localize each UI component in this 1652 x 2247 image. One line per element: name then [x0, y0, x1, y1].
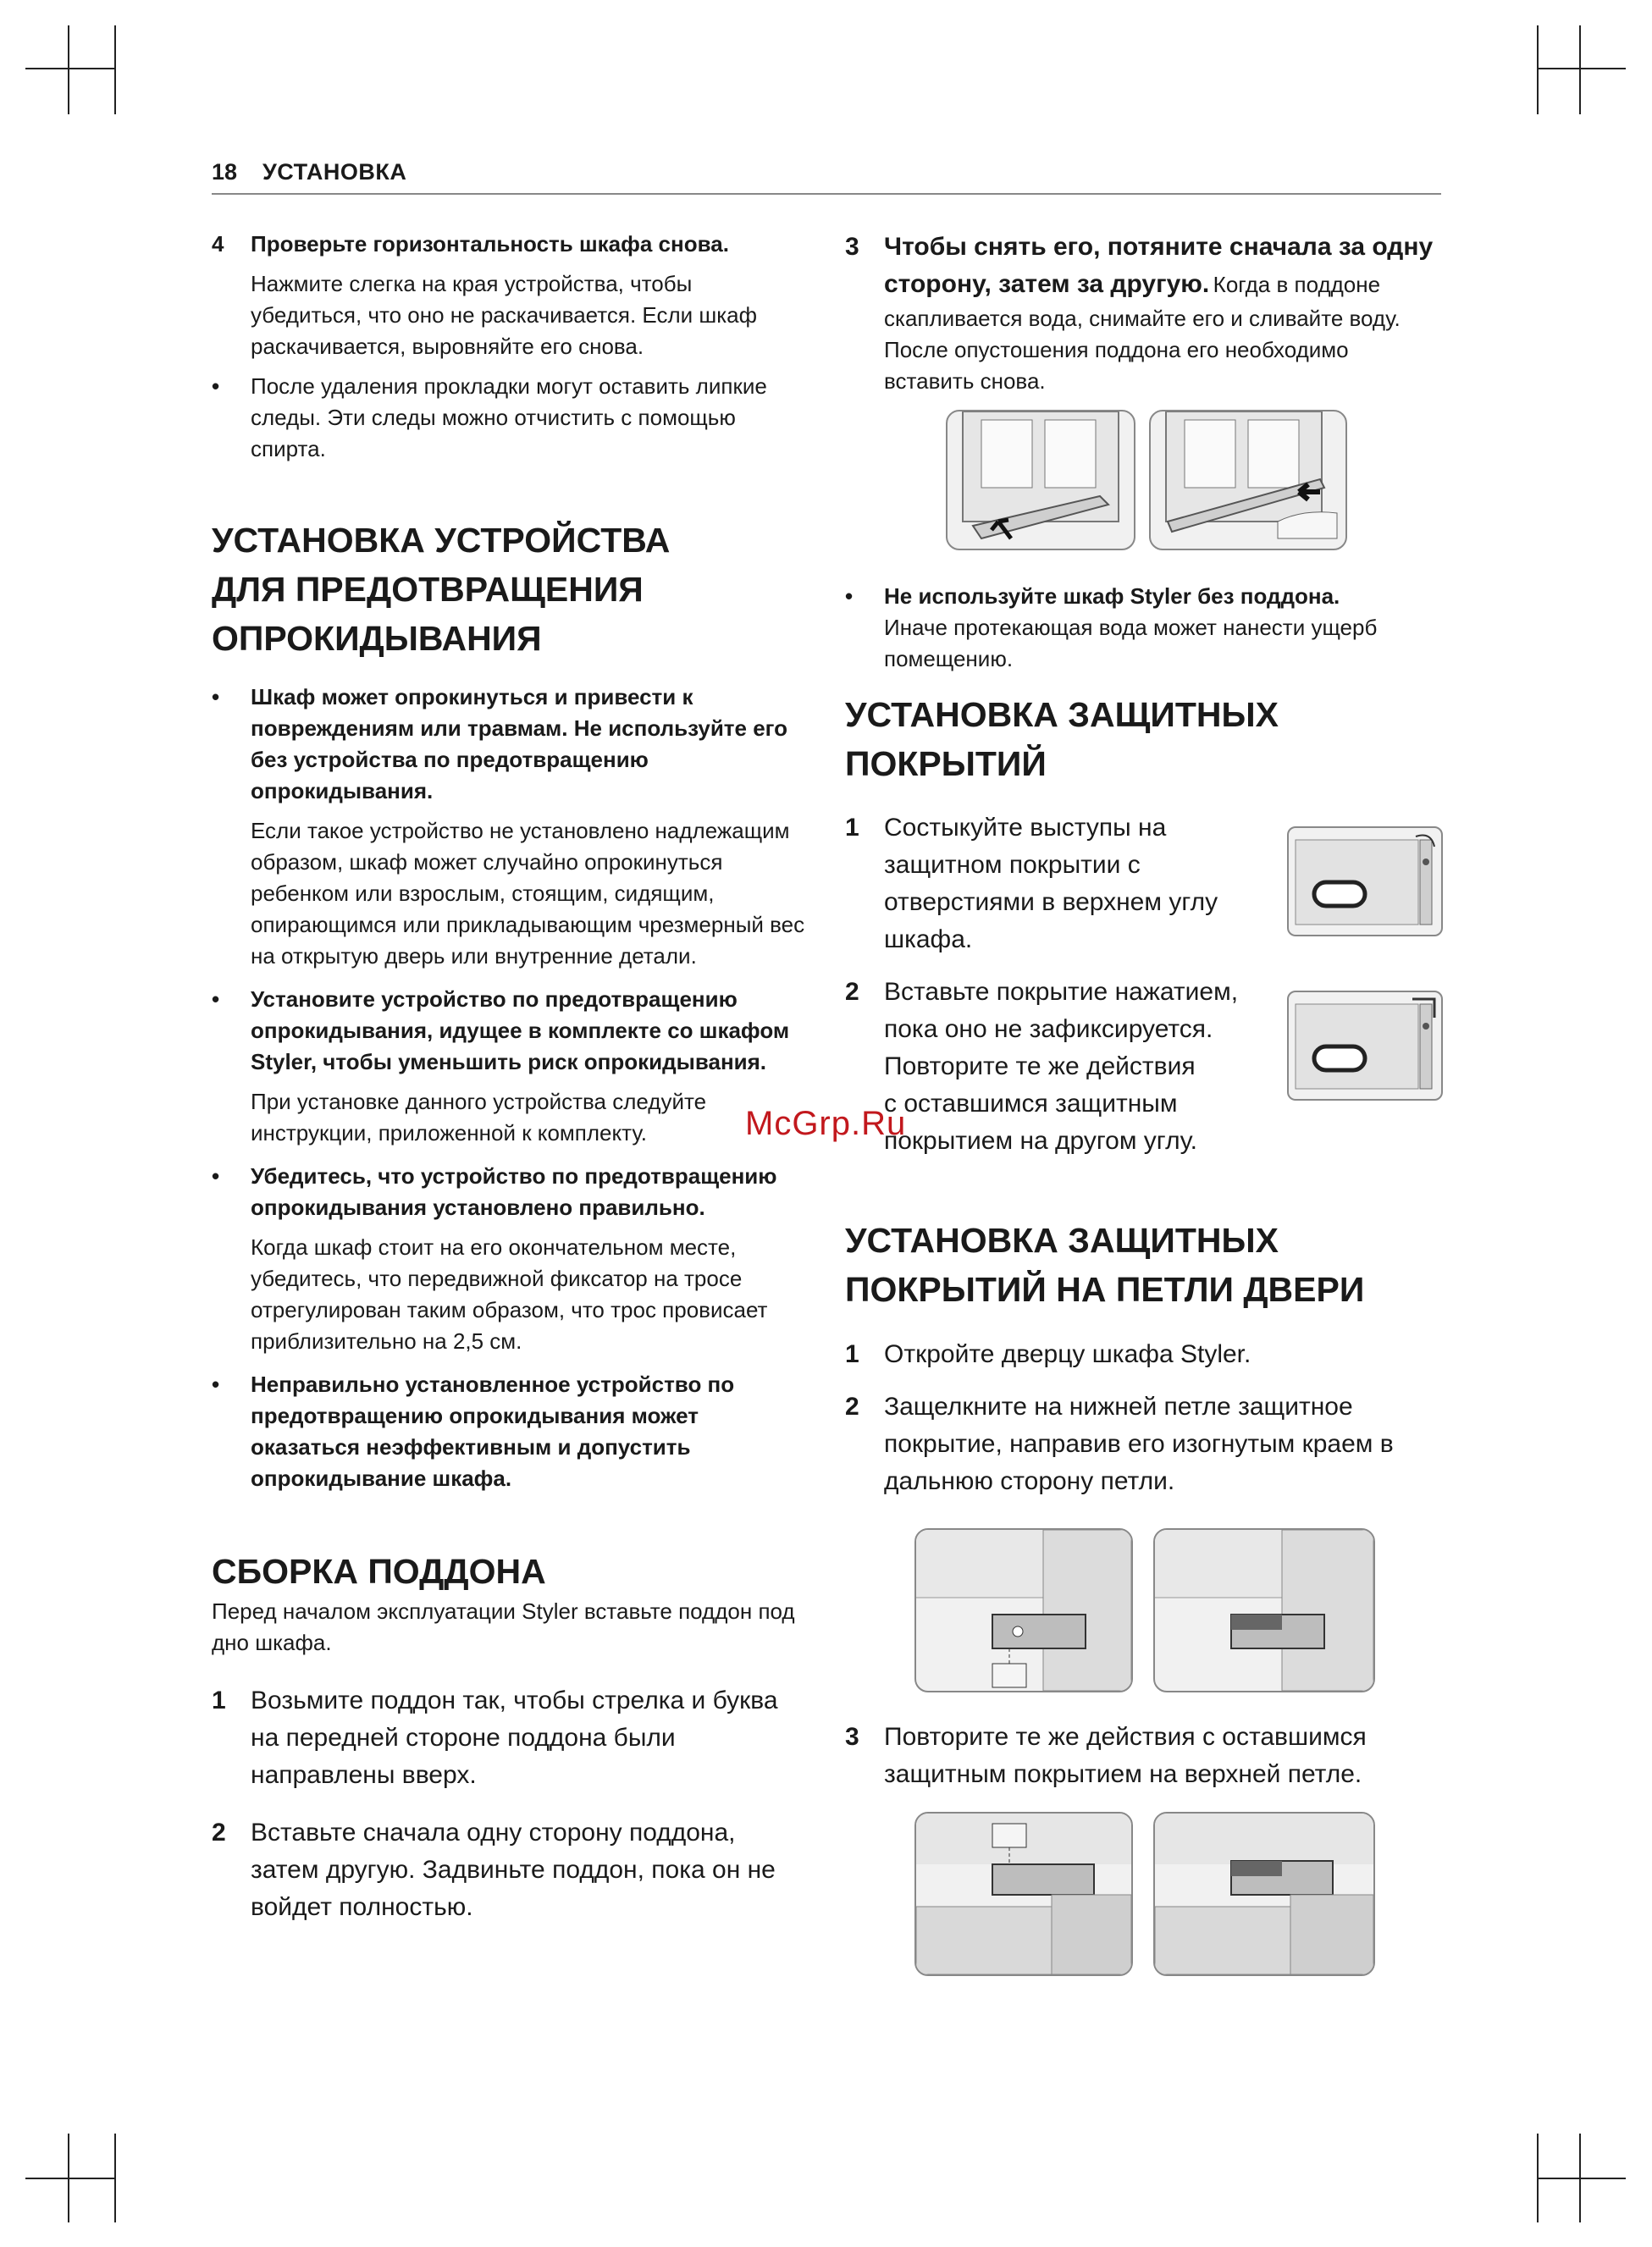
- bullet-item: • Неправильно установленное устройство по предотвращению опрокидывания может оказаться неэффективным и допустить опрокидывание шкафа.: [212, 1372, 735, 1491]
- bullet-item: • Шкаф может опрокинуться и привести к повреждениям или травмам. Не используйте его без устройства по предотвращению опрокидывания.: [212, 684, 788, 803]
- crop-mark: [1537, 68, 1626, 69]
- tray-illustration: [948, 411, 1134, 549]
- step-line: отверстиями в верхнем углу: [884, 888, 1218, 916]
- step-4: [212, 229, 809, 260]
- lower-hinge-figure-left: [914, 1528, 1133, 1692]
- step-text: Вставьте сначала одну сторону поддона, затем другую. Задвиньте поддон, пока он не войдет полностью.: [251, 1819, 776, 1921]
- hinge-illustration: [1155, 1814, 1373, 1974]
- tray-intro: Перед началом эксплуатации Styler вставьте поддон под дно шкафа.: [212, 1598, 795, 1655]
- covers-heading: [845, 690, 1441, 788]
- covers-step-2: [845, 974, 1285, 1160]
- bullet-text: После удаления прокладки могут оставить липкие следы. Эти следы можно отчистить с помощью спирта.: [251, 373, 767, 461]
- bullet-title: Шкаф может опрокинуться и привести к повреждениям или травмам. Не используйте его без устройства по предотвращению опрокидывания.: [251, 684, 788, 803]
- antitip-heading: [212, 516, 809, 663]
- step-text: Когда в поддоне скапливается вода, снимайте его и сливайте воду. После опустошения поддона его необходимо вставить снова.: [884, 272, 1401, 394]
- tray-step-2: [212, 1814, 809, 1926]
- tray-removal-figure-left: [946, 410, 1135, 550]
- step-3: [845, 229, 1441, 397]
- bullet-item: • Убедитесь, что устройство по предотвращению опрокидывания установлено правильно.: [212, 1163, 777, 1220]
- hinge-illustration: [916, 1814, 1131, 1974]
- upper-hinge-figure-right: [1153, 1812, 1375, 1976]
- tray-heading: СБОРКА ПОДДОНА: [212, 1552, 546, 1591]
- bullet-text: Когда шкаф стоит на его окончательном месте, убедитесь, что передвижной фиксатор на тросе отрегулирован таким образом, что трос провисает приблизительно на 2,5 см.: [251, 1234, 768, 1354]
- step-number: 1: [212, 1687, 226, 1714]
- heading-line: ПОКРЫТИЙ НА ПЕТЛИ ДВЕРИ: [845, 1270, 1365, 1309]
- cover-illustration: [1289, 828, 1441, 935]
- crop-mark: [25, 68, 114, 69]
- bullet-text: Если такое устройство не установлено надлежащим образом, шкаф может случайно опрокинуться ребенком или взрослым, стоящим, сидящим, опирающимся или прикладывающим чрезмерный вес на открытую дверь или внутренние детали.: [251, 818, 805, 969]
- heading-line: УСТАНОВКА ЗАЩИТНЫХ: [845, 1221, 1279, 1260]
- step-number: 3: [845, 1723, 859, 1751]
- upper-hinge-figure-left: [914, 1812, 1133, 1976]
- heading-line: ОПРОКИДЫВАНИЯ: [212, 619, 542, 658]
- step-text: Возьмите поддон так, чтобы стрелка и буква на передней стороне поддона были направлены вверх.: [251, 1687, 778, 1789]
- step-number: 2: [845, 1393, 859, 1421]
- step-text: Откройте дверцу шкафа Styler.: [884, 1340, 1251, 1368]
- hinges-section: [845, 1216, 1441, 1500]
- cover-figure-2: [1287, 991, 1443, 1101]
- heading-line: УСТАНОВКА ЗАЩИТНЫХ: [845, 695, 1279, 734]
- step-text: Защелкните на нижней петле защитное покрытие, направив его изогнутым краем в дальнюю сторону петли.: [884, 1393, 1394, 1495]
- tray-step-1: [212, 1682, 809, 1794]
- hinges-heading: [845, 1216, 1441, 1314]
- heading-line: УСТАНОВКА УСТРОЙСТВА: [212, 521, 671, 560]
- bullet-title: Установите устройство по предотвращению опрокидывания, идущее в комплекте со шкафом Styler, чтобы уменьшить риск опрокидывания.: [251, 986, 790, 1074]
- step-text: Повторите те же действия с оставшимся защитным покрытием на верхней петле.: [884, 1723, 1367, 1788]
- bullet-text: При установке данного устройства следуйте инструкции, приложенной к комплекту.: [251, 1089, 707, 1146]
- bullet-item: • Не используйте шкаф Styler без поддона.: [845, 583, 1340, 609]
- cover-illustration: [1289, 992, 1441, 1099]
- lower-hinge-figure-right: [1153, 1528, 1375, 1692]
- step-line: Состыкуйте выступы на: [884, 814, 1167, 842]
- step-line: пока оно не зафиксируется.: [884, 1015, 1213, 1043]
- right-warning: [845, 581, 1441, 788]
- tray-removal-figure-right: [1149, 410, 1347, 550]
- step-number: 1: [845, 1340, 859, 1368]
- hinges-step-3: [845, 1719, 1441, 1793]
- heading-line: ДЛЯ ПРЕДОТВРАЩЕНИЯ: [212, 570, 644, 609]
- bullet-title: Неправильно установленное устройство по предотвращению опрокидывания может оказаться неэффективным и допустить опрокидывание шкафа.: [251, 1372, 735, 1491]
- step-number: 1: [845, 814, 859, 842]
- crop-mark: [1579, 25, 1581, 114]
- crop-mark: [1537, 2178, 1626, 2179]
- crop-mark: [1537, 25, 1539, 114]
- step-number: 2: [212, 1819, 226, 1847]
- hinge-illustration: [1155, 1530, 1373, 1691]
- section-title: УСТАНОВКА: [262, 159, 407, 185]
- step-line: Вставьте покрытие нажатием,: [884, 978, 1239, 1006]
- step-line: Повторите те же действия: [884, 1052, 1196, 1080]
- step-number: 3: [845, 233, 859, 261]
- heading-line: ПОКРЫТИЙ: [845, 744, 1047, 783]
- bullet-title: Не используйте шкаф Styler без поддона.: [884, 583, 1340, 609]
- bullet-text: Иначе протекающая вода может нанести ущерб помещению.: [884, 615, 1378, 671]
- step-line: шкафа.: [884, 925, 973, 953]
- step-title: Чтобы снять его, потяните сначала за одну сторону, затем за другую.: [884, 233, 1434, 298]
- bullet-title: Убедитесь, что устройство по предотвращению опрокидывания установлено правильно.: [251, 1163, 777, 1220]
- step-line: с оставшимся защитным: [884, 1090, 1178, 1118]
- left-column: [212, 229, 809, 1926]
- step-text: Нажмите слегка на края устройства, чтобы убедиться, что оно не раскачивается. Если шкаф раскачивается, выровняйте его снова.: [251, 271, 758, 359]
- step-line: покрытием на другом углу.: [884, 1127, 1197, 1155]
- cover-figure-1: [1287, 826, 1443, 936]
- step-line: защитном покрытии с: [884, 851, 1141, 879]
- step-title: Проверьте горизонтальность шкафа снова.: [251, 231, 729, 257]
- page-header: [212, 159, 1441, 195]
- crop-mark: [68, 25, 69, 114]
- right-step-3: [845, 229, 1441, 397]
- bullet-item: • Установите устройство по предотвращению опрокидывания, идущее в комплекте со шкафом Styler, чтобы уменьшить риск опрокидывания.: [212, 986, 790, 1074]
- step-number: 2: [845, 978, 859, 1006]
- hinge-illustration: [916, 1530, 1131, 1691]
- step-number: 4: [212, 231, 224, 257]
- crop-mark: [114, 25, 116, 114]
- tray-illustration: [1151, 411, 1345, 549]
- crop-mark: [114, 2134, 116, 2222]
- hinges-step-3-wrap: [845, 1719, 1441, 1793]
- bullet-item: • После удаления прокладки могут оставить липкие следы. Эти следы можно отчистить с помощью спирта.: [212, 373, 767, 461]
- covers-step-1: [845, 809, 1285, 958]
- watermark: McGrp.Ru: [745, 1105, 907, 1142]
- page-number: 18: [212, 159, 238, 185]
- hinges-step-2: [845, 1389, 1441, 1500]
- hinges-step-1: [845, 1336, 1441, 1373]
- covers-steps: [845, 809, 1285, 1160]
- crop-mark: [25, 2178, 114, 2179]
